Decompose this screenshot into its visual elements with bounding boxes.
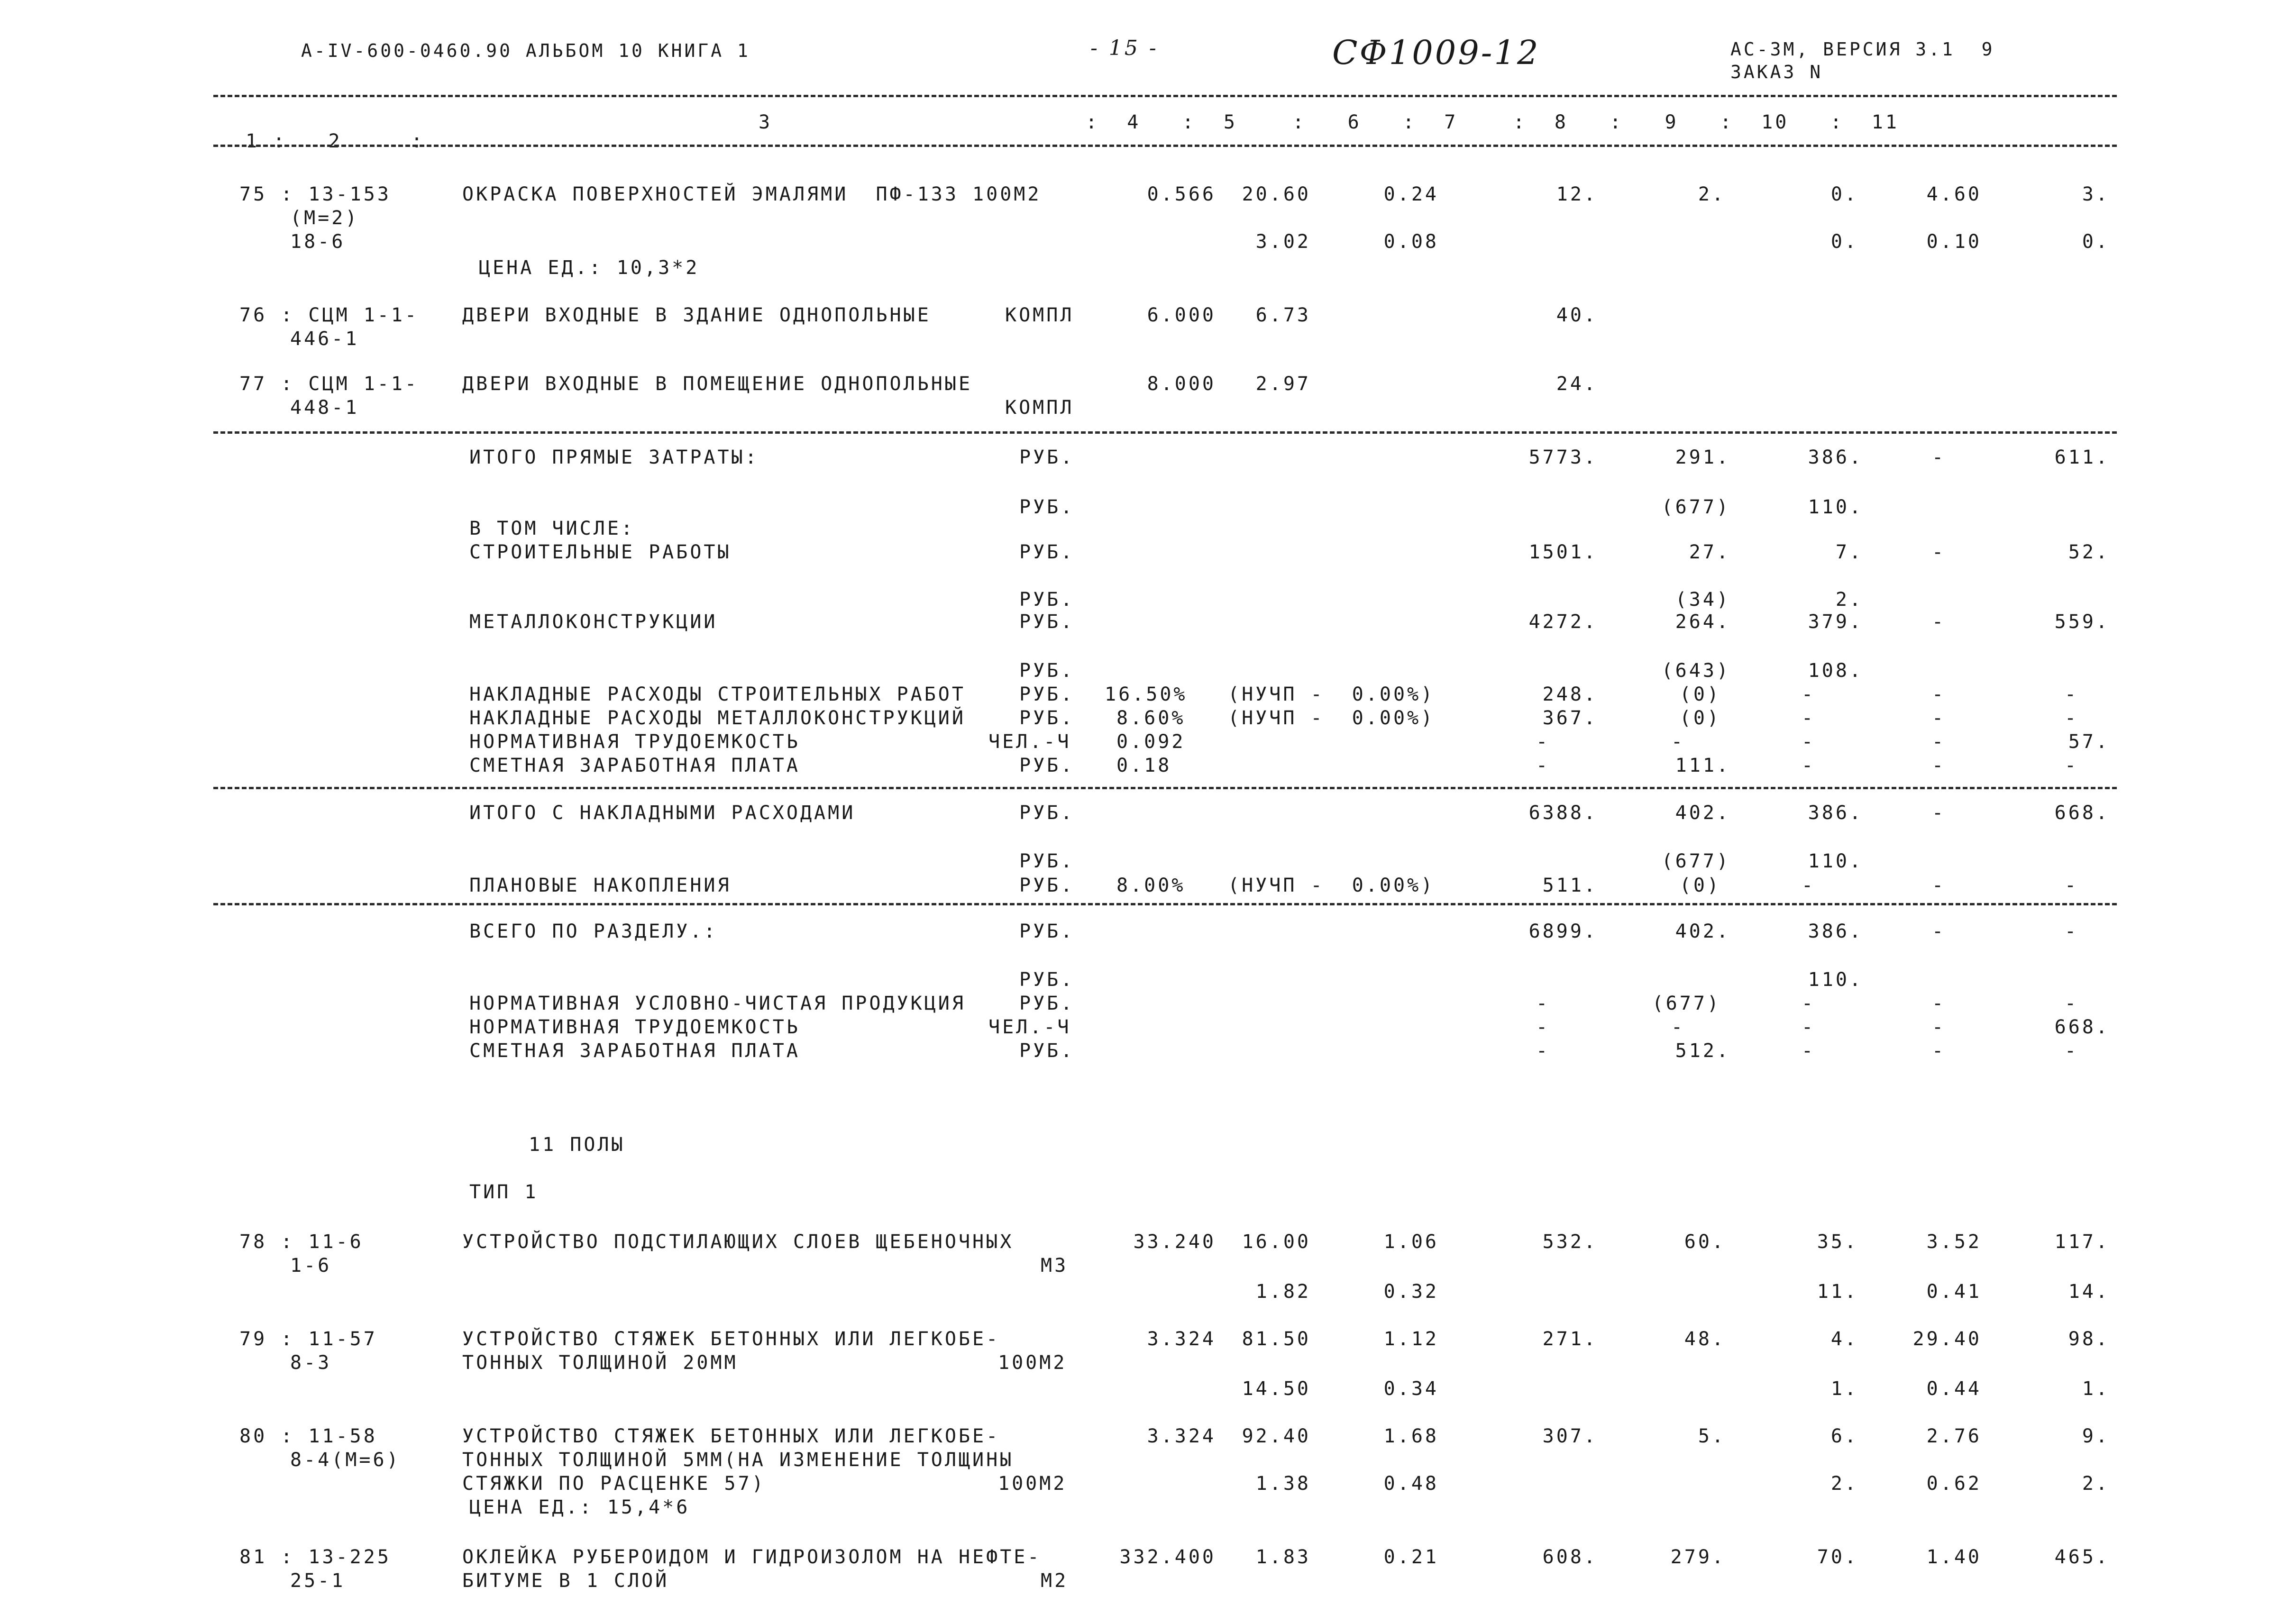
cell: 0.	[1830, 183, 1858, 205]
cell: -	[1536, 993, 1550, 1014]
unit: РУБ.	[1019, 447, 1075, 468]
work-name: ОКЛЕЙКА РУБЕРОИДОМ И ГИДРОИЗОЛОМ НА НЕФТЕ-	[462, 1546, 1042, 1568]
rate-code-ref: 448-1	[290, 397, 359, 419]
cell: (0)	[1679, 875, 1721, 896]
cell: -	[1802, 755, 1816, 776]
cell: 81.50	[1242, 1328, 1311, 1350]
work-name: ДВЕРИ ВХОДНЫЕ В ЗДАНИЕ ОДНОПОЛЬНЫЕ	[462, 304, 931, 326]
cell: -	[2065, 707, 2079, 729]
cell: 367.	[1542, 707, 1598, 729]
row-number: 75	[239, 183, 267, 205]
value: 0.18	[1116, 755, 1172, 776]
cell: 110.	[1808, 496, 1863, 518]
unit: РУБ.	[1019, 660, 1075, 682]
cell: 40.	[1556, 304, 1598, 326]
cell: 0.44	[1926, 1378, 1982, 1400]
nuchp-note: (НУЧП - 0.00%)	[1228, 684, 1435, 705]
cell: -	[1536, 755, 1550, 776]
cell: 9.	[2082, 1425, 2110, 1447]
unit: 100М2	[998, 1352, 1067, 1374]
cell: 35.	[1817, 1231, 1858, 1253]
cell: 402.	[1675, 802, 1730, 824]
unit: РУБ.	[1019, 993, 1075, 1014]
table-row: 75 : 13-153	[239, 183, 391, 205]
row-number: 80	[239, 1425, 267, 1447]
cell: -	[1536, 1016, 1550, 1038]
cell: 4.	[1830, 1328, 1858, 1350]
nuchp-note: (НУЧП - 0.00%)	[1228, 707, 1435, 729]
cell: 511.	[1542, 875, 1598, 896]
cell: 60.	[1684, 1231, 1726, 1253]
cell: 279.	[1670, 1546, 1726, 1568]
cell: (34)	[1675, 589, 1730, 611]
quantity: 6.000	[1147, 304, 1216, 326]
cell: 0.10	[1926, 231, 1982, 253]
divider	[213, 903, 2117, 905]
cell: -	[1802, 731, 1816, 753]
cell: 29.40	[1912, 1328, 1982, 1350]
rate-code: 11-6	[308, 1231, 364, 1253]
unit: РУБ.	[1019, 875, 1075, 896]
cell: 1.	[1830, 1378, 1858, 1400]
cell: 0.24	[1383, 183, 1439, 205]
cell: 14.	[2068, 1281, 2110, 1303]
cell: -	[2065, 684, 2079, 705]
cell: 0.08	[1383, 231, 1439, 253]
rate-code-ref: 8-4(М=6)	[290, 1449, 401, 1471]
cell: 12.	[1556, 183, 1598, 205]
cell: 57.	[2068, 731, 2110, 753]
cell: 512.	[1675, 1040, 1730, 1062]
unit: РУБ.	[1019, 496, 1075, 518]
cell: -	[1932, 684, 1946, 705]
cell: 0.62	[1926, 1473, 1982, 1495]
cell: -	[2065, 1040, 2079, 1062]
cell: 16.00	[1242, 1231, 1311, 1253]
row-number: 79	[239, 1328, 267, 1350]
cell: 248.	[1542, 684, 1598, 705]
cell: -	[2065, 993, 2079, 1014]
cell: 2.76	[1926, 1425, 1982, 1447]
cell: 3.52	[1926, 1231, 1982, 1253]
cell: 1.	[2082, 1378, 2110, 1400]
quantity: 33.240	[1133, 1231, 1216, 1253]
cell: 7.	[1835, 541, 1863, 563]
wage-label: СМЕТНАЯ ЗАРАБОТНАЯ ПЛАТА	[469, 1040, 800, 1062]
percent: 8.60%	[1116, 707, 1186, 729]
cell: 6388.	[1528, 802, 1598, 824]
section-type: ТИП 1	[469, 1181, 539, 1203]
cell: -	[1536, 1040, 1550, 1062]
unit: 100М2	[998, 1473, 1067, 1495]
unit: М2	[1041, 1570, 1069, 1592]
cell: 1501.	[1528, 541, 1598, 563]
cell: 386.	[1808, 802, 1863, 824]
divider	[213, 95, 2117, 97]
cell: -	[1802, 1040, 1816, 1062]
rate-code: 13-153	[308, 183, 391, 205]
unit-price: ЦЕНА ЕД.: 10,3*2	[479, 257, 700, 279]
cell: 48.	[1684, 1328, 1726, 1350]
work-name-cont: ТОННЫХ ТОЛЩИНОЙ 5ММ(НА ИЗМЕНЕНИЕ ТОЛЩИНЫ	[462, 1449, 1014, 1471]
cell: 3.	[2082, 183, 2110, 205]
table-row: 78 : 11-6	[239, 1231, 364, 1253]
cell: -	[1932, 802, 1946, 824]
cell: -	[1671, 1016, 1685, 1038]
metal-label: МЕТАЛЛОКОНСТРУКЦИИ	[469, 611, 718, 633]
cell: 110.	[1808, 969, 1863, 991]
rate-code: СЦМ 1-1-	[308, 373, 419, 395]
cell: 264.	[1675, 611, 1730, 633]
cell: 14.50	[1242, 1378, 1311, 1400]
album-reference: А-IV-600-0460.90 АЛЬБОМ 10 КНИГА 1	[301, 40, 750, 61]
rate-code-ref: 18-6	[290, 231, 346, 253]
cell: -	[1536, 731, 1550, 753]
col-10: 10	[1761, 111, 1789, 133]
rate-code-ref: 1-6	[290, 1255, 332, 1277]
cell: -	[1932, 707, 1946, 729]
cell: 0.	[1830, 231, 1858, 253]
cell: 0.48	[1383, 1473, 1439, 1495]
work-name-cont: ТОННЫХ ТОЛЩИНОЙ 20ММ	[462, 1352, 738, 1374]
cell: -	[1802, 684, 1816, 705]
cell: -	[2065, 755, 2079, 776]
overhead-metal-label: НАКЛАДНЫЕ РАСХОДЫ МЕТАЛЛОКОНСТРУКЦИЙ	[469, 707, 966, 729]
labor-label: НОРМАТИВНАЯ ТРУДОЕМКОСТЬ	[469, 1016, 800, 1038]
cell: 1.68	[1383, 1425, 1439, 1447]
cell: 92.40	[1242, 1425, 1311, 1447]
construction-label: СТРОИТЕЛЬНЫЕ РАБОТЫ	[469, 541, 732, 563]
cell: 0.32	[1383, 1281, 1439, 1303]
value: 0.092	[1116, 731, 1186, 753]
cell: 2.	[1835, 589, 1863, 611]
total-overhead-label: ИТОГО С НАКЛАДНЫМИ РАСХОДАМИ	[469, 802, 856, 824]
col-5: 5	[1223, 111, 1237, 133]
cell: (0)	[1679, 684, 1721, 705]
cell: 559.	[2054, 611, 2110, 633]
cell: 117.	[2054, 1231, 2110, 1253]
unit: РУБ.	[1019, 707, 1075, 729]
divider	[213, 431, 2117, 434]
cell: 0.	[2082, 231, 2110, 253]
cell: 52.	[2068, 541, 2110, 563]
cell: 1.83	[1255, 1546, 1311, 1568]
unit-price: ЦЕНА ЕД.: 15,4*6	[469, 1496, 690, 1518]
version-info: АС-3М, ВЕРСИЯ 3.1 9	[1730, 39, 1995, 60]
unit: РУБ.	[1019, 969, 1075, 991]
cell: 2.97	[1255, 373, 1311, 395]
cell: 1.82	[1255, 1281, 1311, 1303]
col-11: 11	[1871, 111, 1899, 133]
unit: ЧЕЛ.-Ч	[988, 731, 1071, 753]
cell: 4.60	[1926, 183, 1982, 205]
cell: 291.	[1675, 447, 1730, 468]
col-8: 8	[1554, 111, 1568, 133]
cell: 108.	[1808, 660, 1863, 682]
including-label: В ТОМ ЧИСЛЕ:	[469, 518, 635, 539]
col-3: 3	[759, 111, 773, 133]
cell: 110.	[1808, 850, 1863, 872]
cell: (0)	[1679, 707, 1721, 729]
quantity: 332.400	[1119, 1546, 1216, 1568]
cell: -	[1932, 731, 1946, 753]
cell: 2.	[1830, 1473, 1858, 1495]
cell: -	[1932, 755, 1946, 776]
quantity: 8.000	[1147, 373, 1216, 395]
section-title: 11 ПОЛЫ	[529, 1134, 625, 1156]
cell: 5773.	[1528, 447, 1598, 468]
work-name: ДВЕРИ ВХОДНЫЕ В ПОМЕЩЕНИЕ ОДНОПОЛЬНЫЕ	[462, 373, 973, 395]
cell: 20.60	[1242, 183, 1311, 205]
order-number: ЗАКАЗ N	[1730, 62, 1823, 82]
rate-code-ref: 25-1	[290, 1570, 346, 1592]
document-code: СФ1009-12	[1332, 33, 1540, 72]
cell: (643)	[1661, 660, 1730, 682]
section-total-label: ВСЕГО ПО РАЗДЕЛУ.:	[469, 921, 718, 942]
cell: 386.	[1808, 447, 1863, 468]
table-row: 77 : СЦМ 1-1-	[239, 373, 419, 395]
unit: ЧЕЛ.-Ч	[988, 1016, 1071, 1038]
col-4: 4	[1127, 111, 1141, 133]
cell: 379.	[1808, 611, 1863, 633]
cell: 307.	[1542, 1425, 1598, 1447]
cell: 465.	[2054, 1546, 2110, 1568]
cell: 2.	[2082, 1473, 2110, 1495]
cell: 4272.	[1528, 611, 1598, 633]
unit: КОМПЛ	[1005, 397, 1074, 419]
work-name: ОКРАСКА ПОВЕРХНОСТЕЙ ЭМАЛЯМИ ПФ-133 100М2	[462, 183, 1042, 205]
cell: -	[1932, 993, 1946, 1014]
cell: 24.	[1556, 373, 1598, 395]
cell: 1.06	[1383, 1231, 1439, 1253]
cell: 386.	[1808, 921, 1863, 942]
rate-code: СЦМ 1-1-	[308, 304, 419, 326]
cell: 608.	[1542, 1546, 1598, 1568]
rate-code: 11-57	[308, 1328, 377, 1350]
row-number: 77	[239, 373, 267, 395]
cell: -	[1932, 541, 1946, 563]
cell: -	[1802, 993, 1816, 1014]
unit: РУБ.	[1019, 850, 1075, 872]
col-4-11-header: : 4 : 5 : 6 : 7 : 8 : 9 : 10 : 11	[1086, 111, 1899, 133]
wage-label: СМЕТНАЯ ЗАРАБОТНАЯ ПЛАТА	[469, 755, 800, 776]
cell: -	[2065, 875, 2079, 896]
cell: 1.38	[1255, 1473, 1311, 1495]
cell: -	[1932, 447, 1946, 468]
percent: 8.00%	[1116, 875, 1186, 896]
unit: РУБ.	[1019, 1040, 1075, 1062]
cell: -	[1802, 875, 1816, 896]
cell: -	[1802, 1016, 1816, 1038]
cell: 5.	[1698, 1425, 1726, 1447]
work-name: УСТРОЙСТВО СТЯЖЕК БЕТОННЫХ ИЛИ ЛЕГКОБЕ-	[462, 1425, 1000, 1447]
work-name: УСТРОЙСТВО СТЯЖЕК БЕТОННЫХ ИЛИ ЛЕГКОБЕ-	[462, 1328, 1000, 1350]
work-name: УСТРОЙСТВО ПОДСТИЛАЮЩИХ СЛОЕВ ЩЕБЕНОЧНЫХ	[462, 1231, 1014, 1253]
col-6: 6	[1347, 111, 1362, 133]
unit: М3	[1041, 1255, 1069, 1277]
row-number: 81	[239, 1546, 267, 1568]
rate-code: 11-58	[308, 1425, 377, 1447]
table-row: 76 : СЦМ 1-1-	[239, 304, 419, 326]
cell: -	[1671, 731, 1685, 753]
cell: 98.	[2068, 1328, 2110, 1350]
cell: 3.02	[1255, 231, 1311, 253]
cell: 0.21	[1383, 1546, 1439, 1568]
unit: РУБ.	[1019, 611, 1075, 633]
cell: 532.	[1542, 1231, 1598, 1253]
cell: 611.	[2054, 447, 2110, 468]
rate-code: 13-225	[308, 1546, 391, 1568]
cell: 1.40	[1926, 1546, 1982, 1568]
cell: 271.	[1542, 1328, 1598, 1350]
work-name-cont: СТЯЖКИ ПО РАСЦЕНКЕ 57)	[462, 1473, 766, 1495]
col-2: 2	[328, 130, 342, 152]
nuchp-note: (НУЧП - 0.00%)	[1228, 875, 1435, 896]
table-row: 80 : 11-58	[239, 1425, 377, 1447]
cell: 0.34	[1383, 1378, 1439, 1400]
divider	[213, 787, 2117, 789]
cell: 1.12	[1383, 1328, 1439, 1350]
overhead-construction-label: НАКЛАДНЫЕ РАСХОДЫ СТРОИТЕЛЬНЫХ РАБОТ	[469, 684, 966, 705]
cell: 11.	[1817, 1281, 1858, 1303]
quantity: 0.566	[1147, 183, 1216, 205]
divider	[213, 145, 2117, 147]
planned-label: ПЛАНОВЫЕ НАКОПЛЕНИЯ	[469, 875, 732, 896]
percent: 16.50%	[1105, 684, 1188, 705]
cell: -	[1932, 875, 1946, 896]
nucp-label: НОРМАТИВНАЯ УСЛОВНО-ЧИСТАЯ ПРОДУКЦИЯ	[469, 993, 966, 1014]
cell: 6.	[1830, 1425, 1858, 1447]
cell: 111.	[1675, 755, 1730, 776]
rate-code-ref: 8-3	[290, 1352, 332, 1374]
table-row: 81 : 13-225	[239, 1546, 391, 1568]
cell: -	[2065, 921, 2079, 942]
table-row: 79 : 11-57	[239, 1328, 377, 1350]
cell: 27.	[1689, 541, 1730, 563]
cell: -	[1932, 1016, 1946, 1038]
row-number: 78	[239, 1231, 267, 1253]
page-number: - 15 -	[1090, 36, 1159, 60]
unit: РУБ.	[1019, 541, 1075, 563]
cell: (677)	[1661, 496, 1730, 518]
cell: 6.73	[1255, 304, 1311, 326]
cell: -	[1802, 707, 1816, 729]
cell: 2.	[1698, 183, 1726, 205]
rate-code-modifier: (М=2)	[290, 207, 359, 229]
col-7: 7	[1444, 111, 1458, 133]
cell: 70.	[1817, 1546, 1858, 1568]
cell: -	[1932, 1040, 1946, 1062]
cell: 668.	[2054, 1016, 2110, 1038]
cell: -	[1932, 611, 1946, 633]
rate-code-ref: 446-1	[290, 328, 359, 350]
quantity: 3.324	[1147, 1425, 1216, 1447]
col-9: 9	[1665, 111, 1679, 133]
unit: РУБ.	[1019, 921, 1075, 942]
unit: РУБ.	[1019, 755, 1075, 776]
cell: 6899.	[1528, 921, 1598, 942]
work-name-cont: БИТУМЕ В 1 СЛОЙ	[462, 1570, 669, 1592]
unit: КОМПЛ	[1005, 304, 1074, 326]
cell: (677)	[1652, 993, 1721, 1014]
cell: 0.41	[1926, 1281, 1982, 1303]
cell: 402.	[1675, 921, 1730, 942]
unit: РУБ.	[1019, 589, 1075, 611]
row-number: 76	[239, 304, 267, 326]
labor-label: НОРМАТИВНАЯ ТРУДОЕМКОСТЬ	[469, 731, 800, 753]
cell: -	[1932, 921, 1946, 942]
unit: РУБ.	[1019, 684, 1075, 705]
cell: 668.	[2054, 802, 2110, 824]
unit: РУБ.	[1019, 802, 1075, 824]
cell: (677)	[1661, 850, 1730, 872]
column-header: 1 : 2 :	[246, 130, 425, 152]
direct-costs-label: ИТОГО ПРЯМЫЕ ЗАТРАТЫ:	[469, 447, 759, 468]
col-1: 1	[246, 130, 260, 152]
quantity: 3.324	[1147, 1328, 1216, 1350]
